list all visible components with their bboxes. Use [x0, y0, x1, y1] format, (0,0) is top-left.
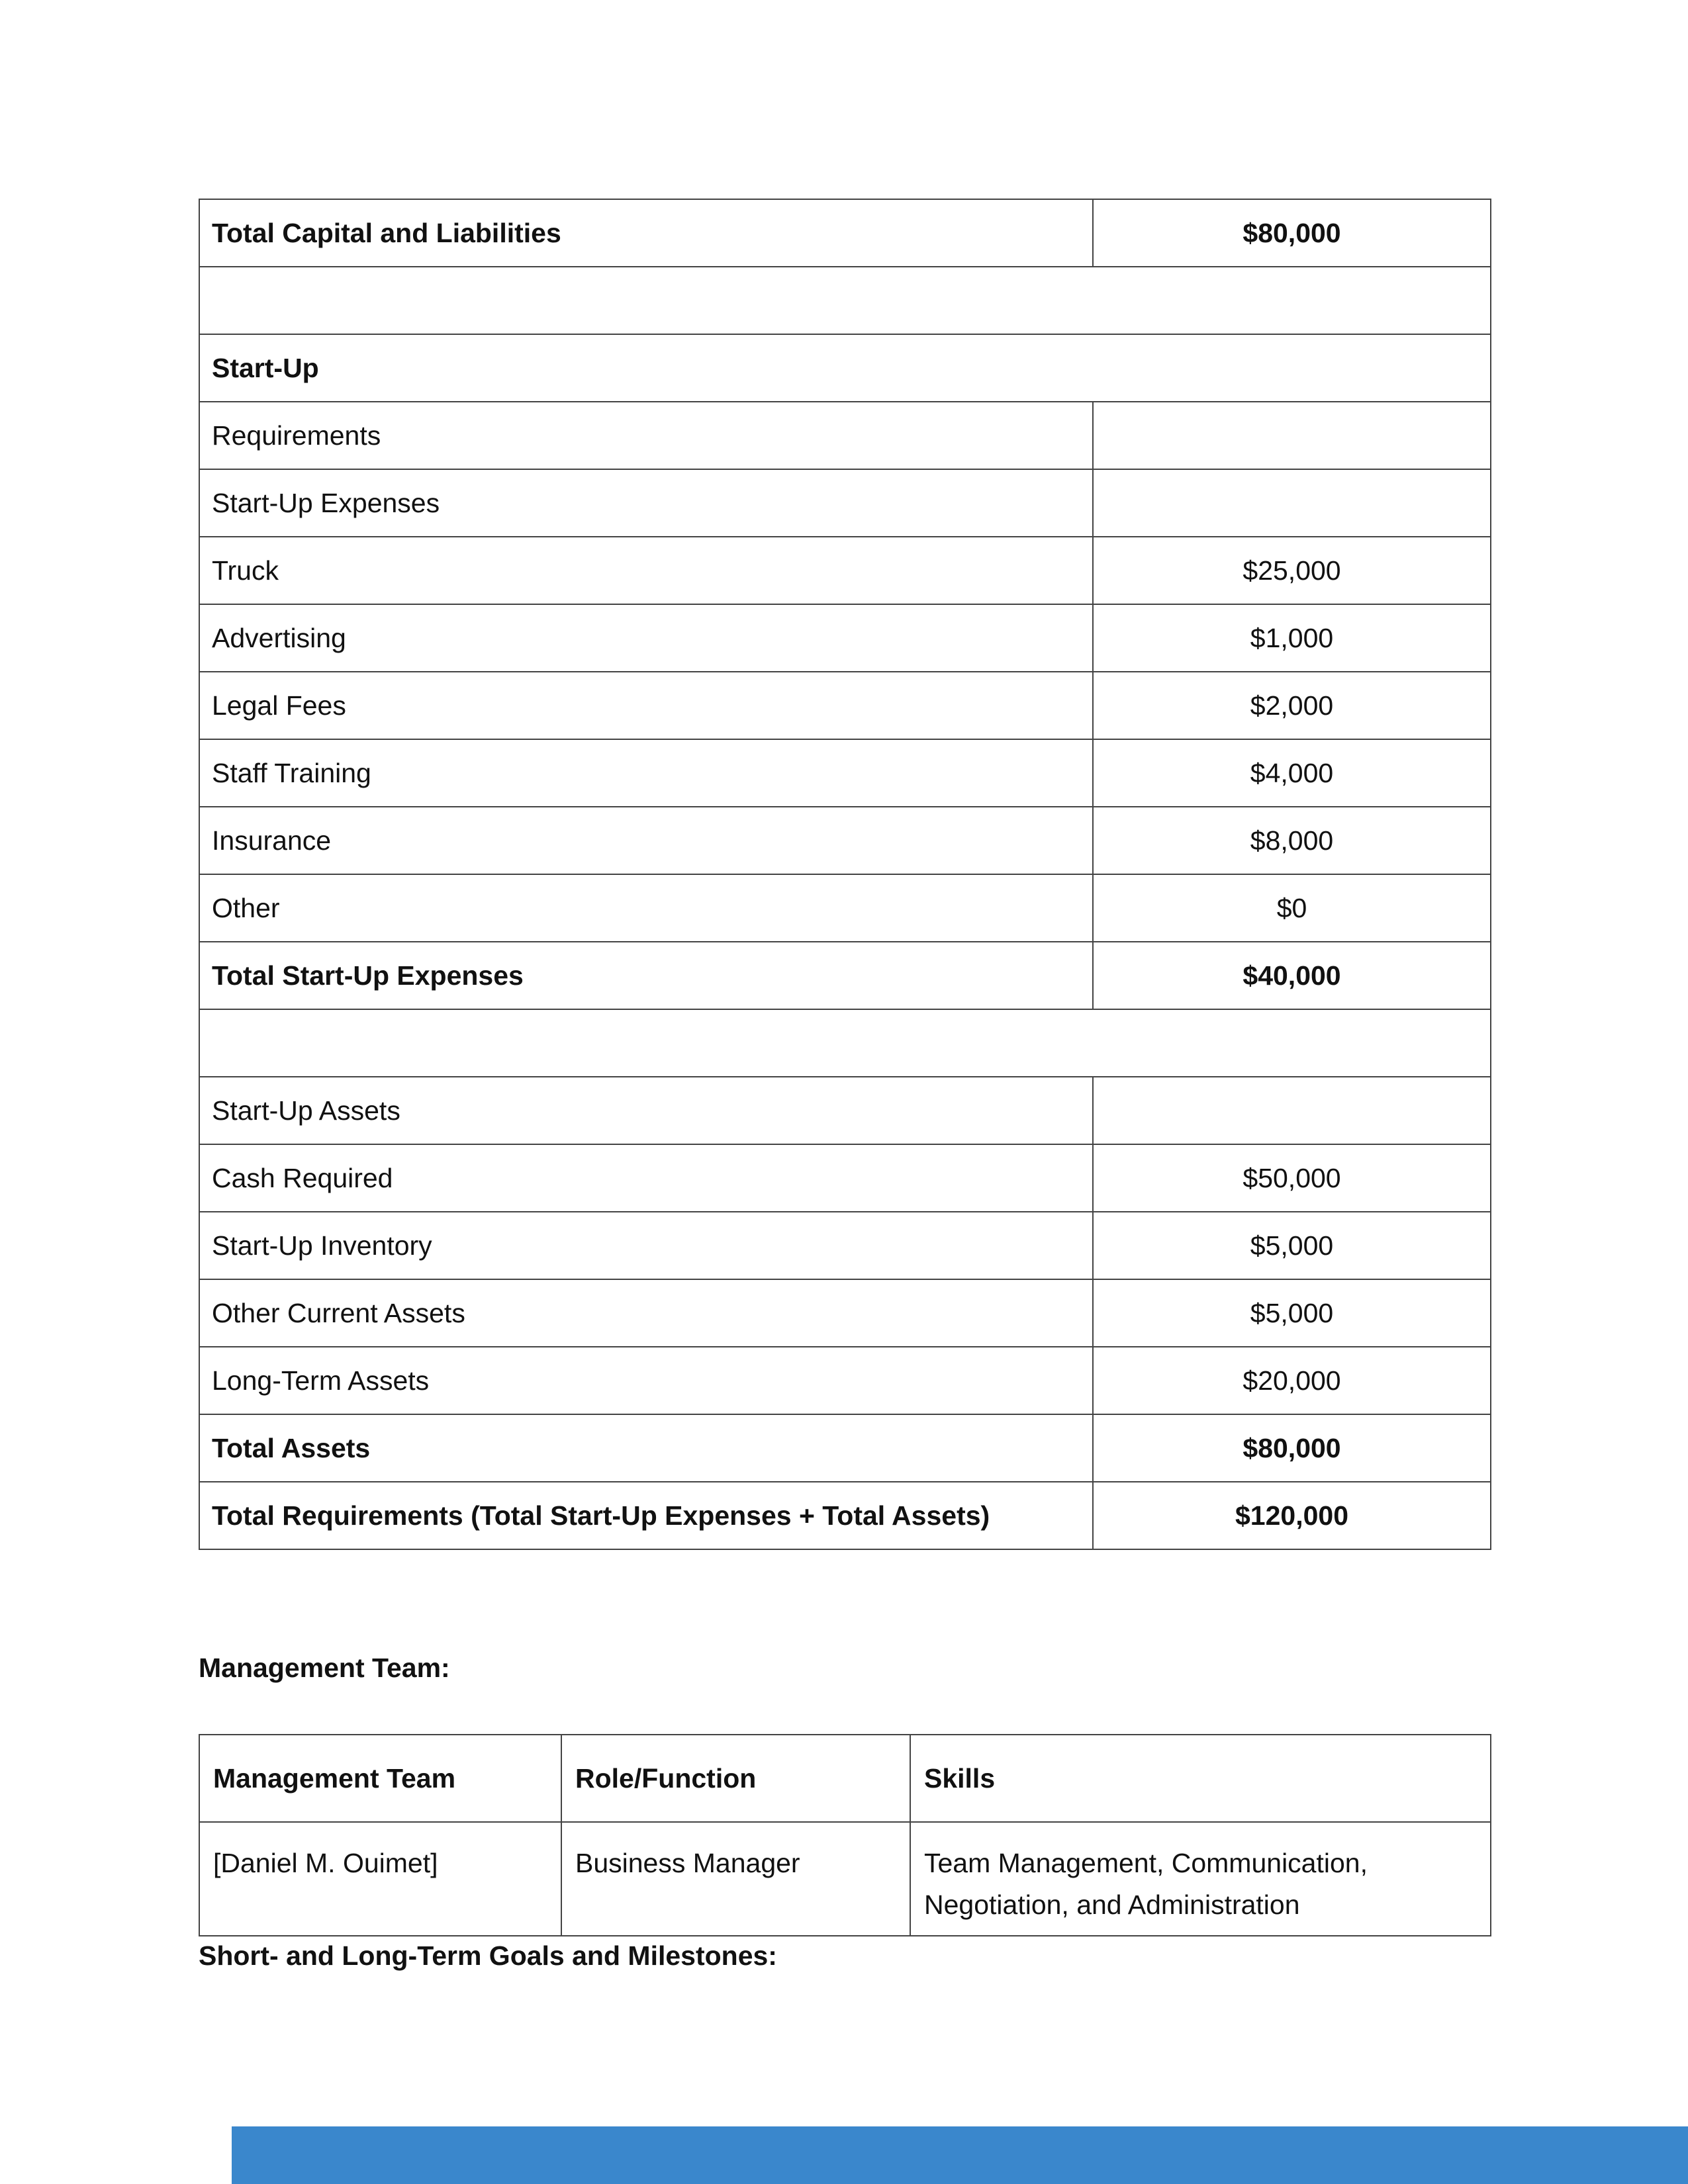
row-value: $5,000 — [1093, 1279, 1491, 1347]
goals-heading: Short- and Long-Term Goals and Milestones: — [199, 1940, 777, 1971]
financial-row — [199, 672, 1491, 739]
row-label: Insurance — [199, 807, 1093, 874]
financial-row — [199, 1414, 1491, 1482]
row-label: Total Requirements (Total Start-Up Expenses + Total Assets) — [199, 1482, 1093, 1549]
financial-row — [199, 1077, 1491, 1144]
management-row — [199, 1822, 1491, 1936]
financial-row — [199, 874, 1491, 942]
row-label: Truck — [199, 537, 1093, 604]
financial-row — [199, 267, 1491, 334]
financial-row — [199, 1347, 1491, 1414]
footer-bar — [232, 2126, 1688, 2184]
startup-financials-table — [199, 199, 1491, 1550]
row-value: $80,000 — [1093, 199, 1491, 267]
row-value: $2,000 — [1093, 672, 1491, 739]
row-label: Total Assets — [199, 1414, 1093, 1482]
financial-row — [199, 942, 1491, 1009]
row-label: Start-Up Inventory — [199, 1212, 1093, 1279]
management-team-heading: Management Team: — [199, 1653, 450, 1683]
manager-name: [Daniel M. Ouimet] — [199, 1822, 561, 1936]
spacer-cell — [199, 1009, 1491, 1077]
row-label: Legal Fees — [199, 672, 1093, 739]
row-value: $0 — [1093, 874, 1491, 942]
financial-row — [199, 604, 1491, 672]
row-label: Cash Required — [199, 1144, 1093, 1212]
column-header-role-function: Role/Function — [561, 1735, 910, 1822]
row-label: Start-Up Expenses — [199, 469, 1093, 537]
row-label: Total Capital and Liabilities — [199, 199, 1093, 267]
financial-row — [199, 1212, 1491, 1279]
spacer-cell — [199, 267, 1491, 334]
row-value — [1093, 402, 1491, 469]
row-value — [1093, 469, 1491, 537]
row-value: $25,000 — [1093, 537, 1491, 604]
financial-row — [199, 1482, 1491, 1549]
row-label: Staff Training — [199, 739, 1093, 807]
financial-row — [199, 1009, 1491, 1077]
row-value: $20,000 — [1093, 1347, 1491, 1414]
row-value: $50,000 — [1093, 1144, 1491, 1212]
row-value: $40,000 — [1093, 942, 1491, 1009]
row-label: Requirements — [199, 402, 1093, 469]
row-value: $120,000 — [1093, 1482, 1491, 1549]
row-label: Other Current Assets — [199, 1279, 1093, 1347]
manager-skills — [910, 1822, 1491, 1936]
financial-row — [199, 739, 1491, 807]
row-label: Start-Up Assets — [199, 1077, 1093, 1144]
row-label: Other — [199, 874, 1093, 942]
management-team-table — [199, 1734, 1491, 1936]
manager-role: Business Manager — [561, 1822, 910, 1936]
financial-row — [199, 1144, 1491, 1212]
row-label: Total Start-Up Expenses — [199, 942, 1093, 1009]
row-label: Advertising — [199, 604, 1093, 672]
section-label: Start-Up — [199, 334, 1491, 402]
column-header-management-team: Management Team — [199, 1735, 561, 1822]
row-value: $4,000 — [1093, 739, 1491, 807]
row-value — [1093, 1077, 1491, 1144]
row-value: $1,000 — [1093, 604, 1491, 672]
financial-row — [199, 334, 1491, 402]
row-value: $5,000 — [1093, 1212, 1491, 1279]
manager-skills-line-2: Negotiation, and Administration — [924, 1889, 1300, 1920]
row-value: $80,000 — [1093, 1414, 1491, 1482]
startup-financials-body — [199, 199, 1491, 1549]
financial-row — [199, 469, 1491, 537]
financial-row — [199, 199, 1491, 267]
financial-row — [199, 807, 1491, 874]
financial-row — [199, 402, 1491, 469]
row-value: $8,000 — [1093, 807, 1491, 874]
column-header-skills: Skills — [910, 1735, 1491, 1822]
financial-row — [199, 1279, 1491, 1347]
manager-skills-line-1: Team Management, Communication, — [924, 1848, 1368, 1878]
management-header-row — [199, 1735, 1491, 1822]
financial-row — [199, 537, 1491, 604]
row-label: Long-Term Assets — [199, 1347, 1093, 1414]
